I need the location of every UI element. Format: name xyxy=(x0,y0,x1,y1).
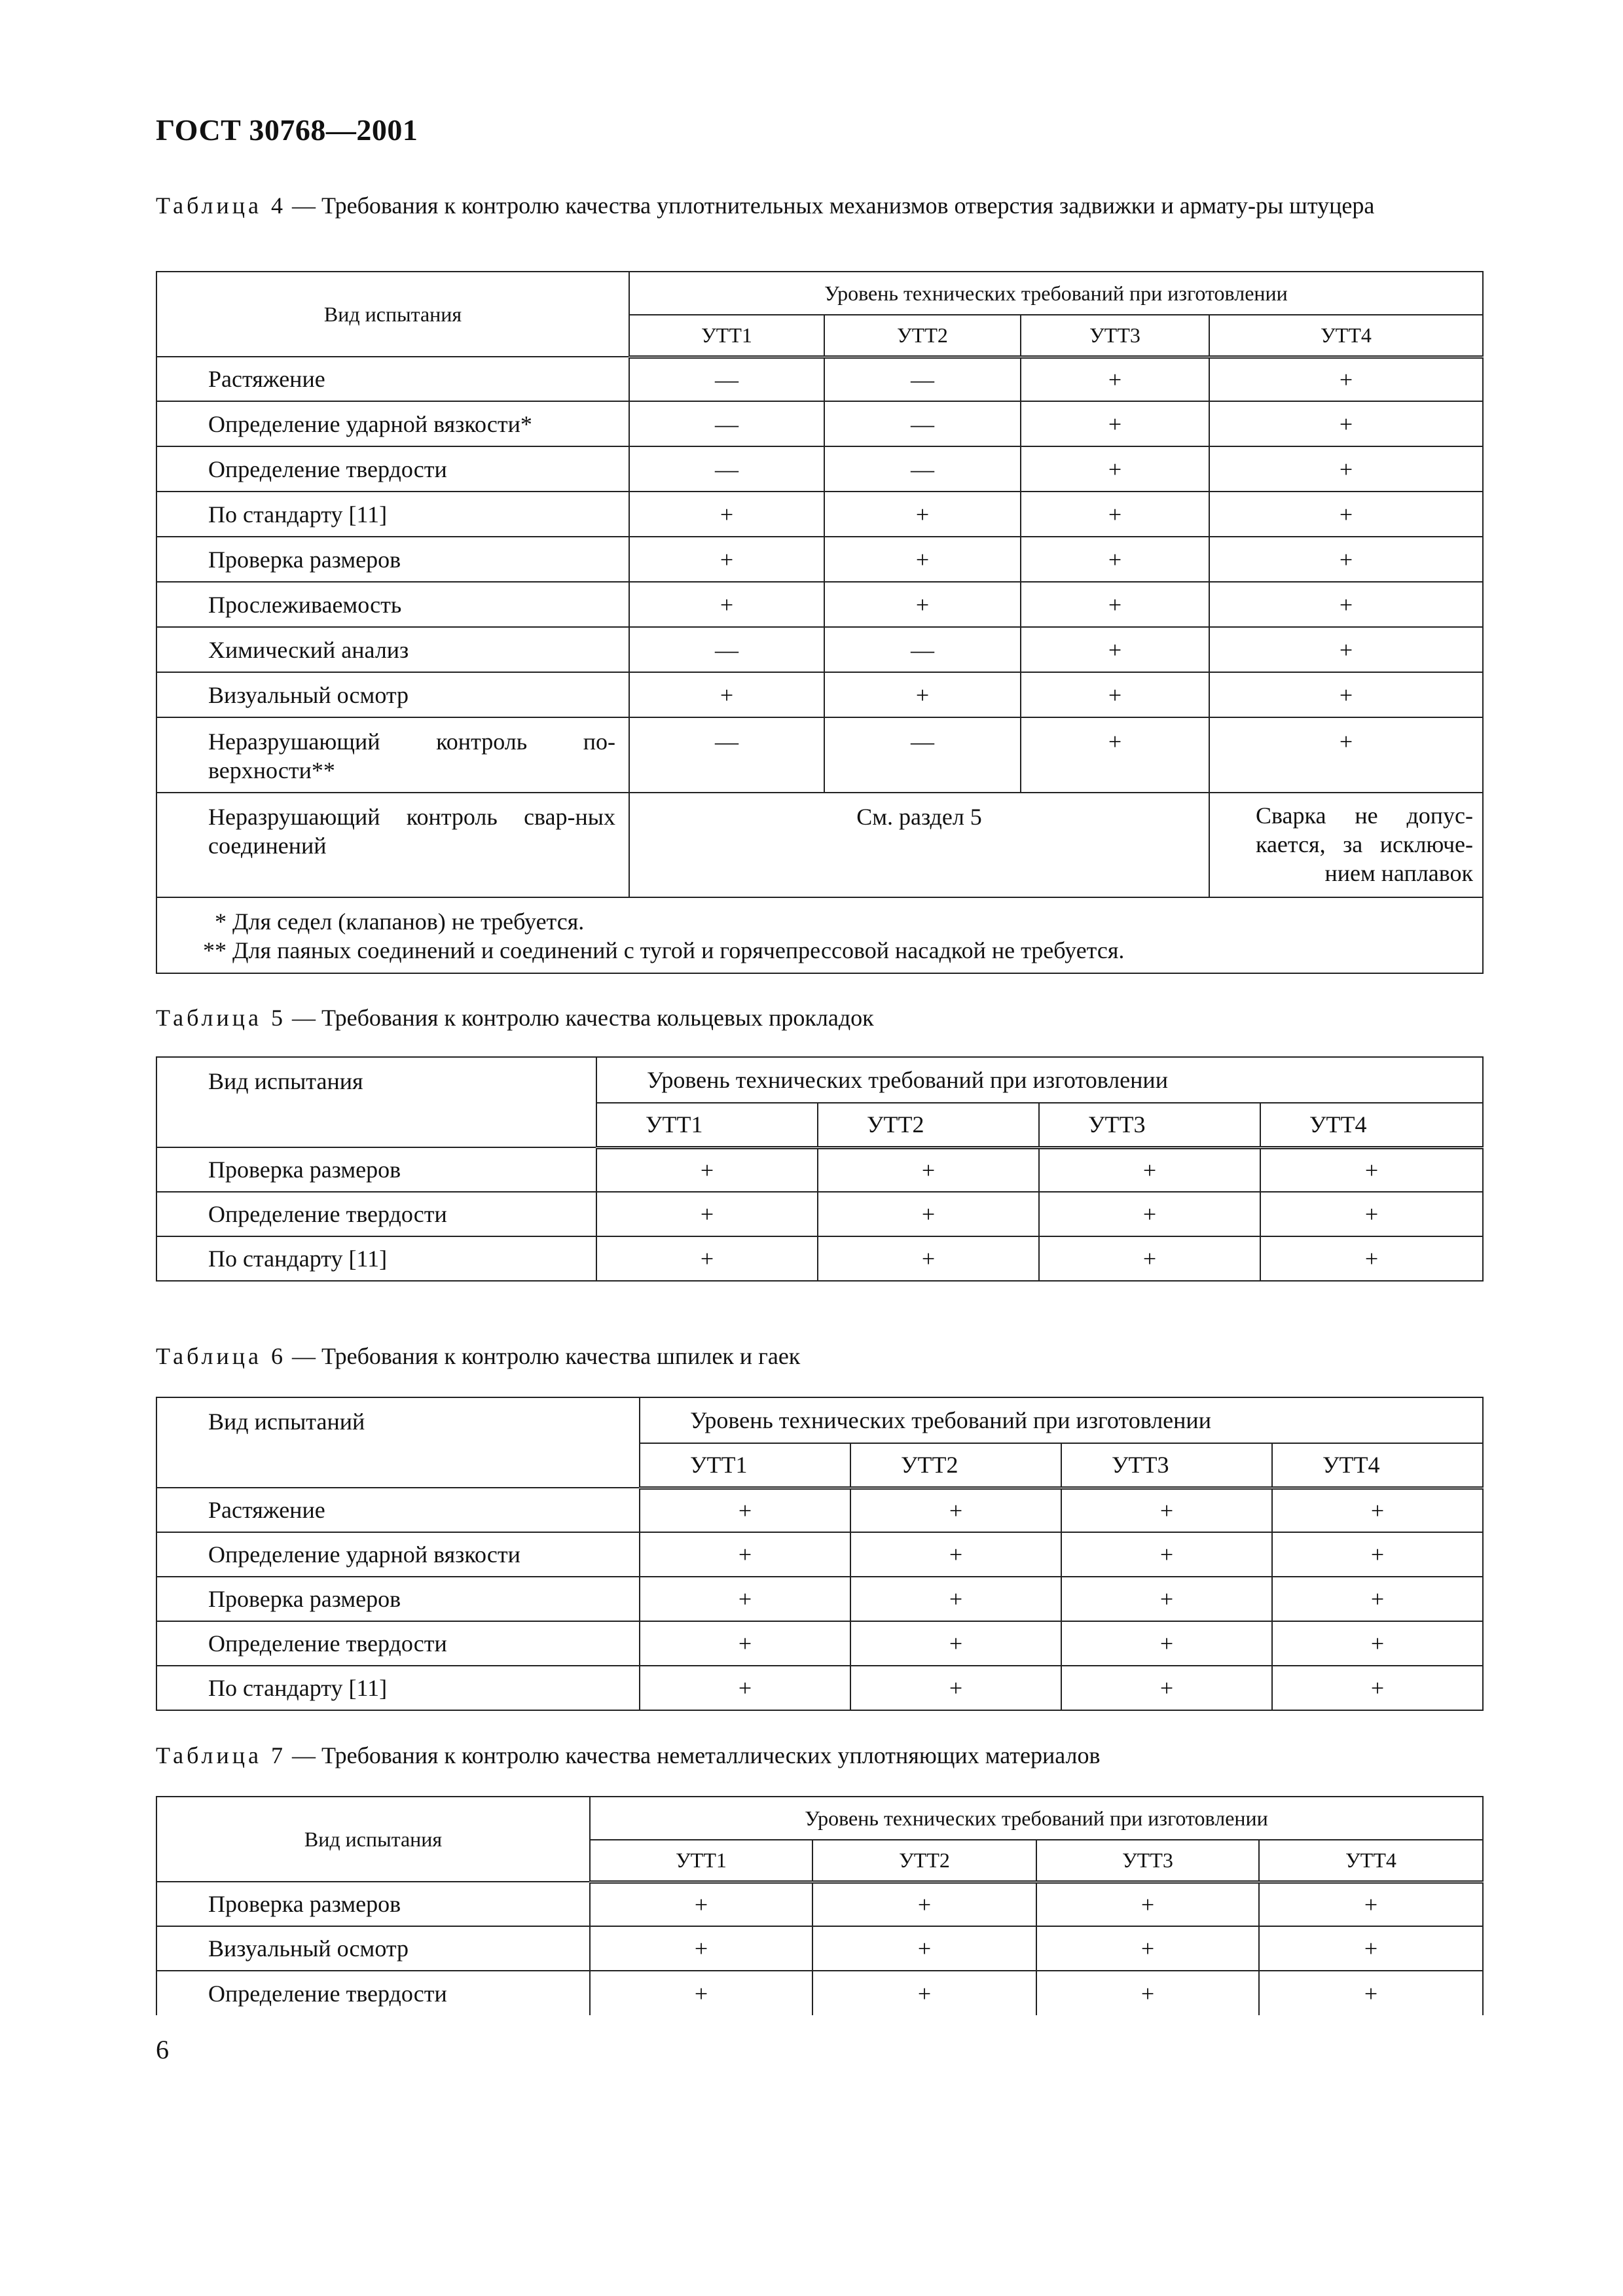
cell-value: + xyxy=(590,1926,812,1971)
table7-level: УТТ3 xyxy=(1036,1840,1259,1882)
cell-value: — xyxy=(824,446,1021,492)
cell-value: + xyxy=(1209,357,1483,401)
cell-value: + xyxy=(1259,1882,1483,1926)
table-row xyxy=(156,1532,1483,1577)
cell-value: + xyxy=(1209,627,1483,672)
table4-col-test: Вид испытания xyxy=(156,272,629,357)
cell-value: + xyxy=(1272,1621,1483,1666)
table4-caption-text: — Требования к контролю качества уплотнительных механизмов отверстия задвижки и армату-ры штуцера xyxy=(285,192,1375,219)
cell-value: — xyxy=(824,401,1021,446)
table-row xyxy=(156,1666,1483,1710)
row-label: По стандарту [11] xyxy=(156,1666,640,1710)
table5-level: УТТ4 xyxy=(1260,1103,1483,1147)
cell-value: + xyxy=(629,582,824,627)
table4-level: УТТ4 xyxy=(1209,315,1483,357)
cell-value: + xyxy=(1209,537,1483,582)
cell-value: + xyxy=(640,1532,850,1577)
cell-value: + xyxy=(1260,1192,1483,1236)
table6-col-test: Вид испытаний xyxy=(156,1397,640,1488)
cell-value: + xyxy=(1209,401,1483,446)
cell-value: + xyxy=(640,1666,850,1710)
table5-level: УТТ3 xyxy=(1039,1103,1260,1147)
table7 xyxy=(156,1796,1484,2015)
table-row xyxy=(156,446,1483,492)
cell-value: + xyxy=(850,1621,1061,1666)
row-label: По стандарту [11] xyxy=(156,492,629,537)
row-label: Определение твердости xyxy=(156,1192,596,1236)
cell-value: + xyxy=(1021,401,1209,446)
cell-value: + xyxy=(1061,1488,1272,1532)
document-code: ГОСТ 30768—2001 xyxy=(156,113,418,147)
row-label: Визуальный осмотр xyxy=(156,672,629,717)
cell-value: + xyxy=(1259,1926,1483,1971)
cell-value: + xyxy=(629,537,824,582)
row-label: Определение твердости xyxy=(156,1621,640,1666)
cell-value: + xyxy=(1039,1147,1260,1192)
table4-caption-prefix: Таблица 4 xyxy=(156,192,286,219)
table5-caption xyxy=(156,1003,1482,1032)
cell-value: + xyxy=(629,492,824,537)
cell-value: + xyxy=(850,1488,1061,1532)
row-label: Определение твердости xyxy=(156,446,629,492)
table-row xyxy=(156,1147,1483,1192)
table6-level: УТТ4 xyxy=(1272,1443,1483,1488)
table-row xyxy=(156,1577,1483,1621)
cell-value: + xyxy=(812,1926,1036,1971)
row-label: Химический анализ xyxy=(156,627,629,672)
cell-value: + xyxy=(824,492,1021,537)
table-row xyxy=(156,1621,1483,1666)
table7-level: УТТ4 xyxy=(1259,1840,1483,1882)
table5-col-test: Вид испытания xyxy=(156,1057,596,1147)
row-label: Растяжение xyxy=(156,1488,640,1532)
cell-value: + xyxy=(1209,672,1483,717)
cell-value: + xyxy=(1061,1621,1272,1666)
table6-level: УТТ3 xyxy=(1061,1443,1272,1488)
row-label: Растяжение xyxy=(156,357,629,401)
table4-level: УТТ2 xyxy=(824,315,1021,357)
cell-value: + xyxy=(1021,492,1209,537)
cell-value: + xyxy=(629,672,824,717)
table-row xyxy=(156,401,1483,446)
table6-level: УТТ2 xyxy=(850,1443,1061,1488)
cell-value: + xyxy=(1021,537,1209,582)
row-label: Определение твердости xyxy=(156,1971,590,2015)
table7-level: УТТ1 xyxy=(590,1840,812,1882)
cell-value: + xyxy=(1209,717,1483,793)
cell-value: — xyxy=(824,357,1021,401)
table-row xyxy=(156,793,1483,897)
row-label: Визуальный осмотр xyxy=(156,1926,590,1971)
cell-value: + xyxy=(812,1882,1036,1926)
page-number: 6 xyxy=(156,2035,169,2064)
cell-value: + xyxy=(1021,717,1209,793)
cell-value: + xyxy=(1039,1192,1260,1236)
cell-value: + xyxy=(590,1882,812,1926)
table-row xyxy=(156,357,1483,401)
cell-value: + xyxy=(596,1147,818,1192)
table5-caption-prefix: Таблица 5 xyxy=(156,1005,286,1031)
cell-value: + xyxy=(1259,1971,1483,2015)
cell-value: + xyxy=(640,1488,850,1532)
cell-value: + xyxy=(1272,1577,1483,1621)
cell-value: + xyxy=(596,1236,818,1281)
cell-value: + xyxy=(824,672,1021,717)
footnote: ** Для паяных соединений и соединений с тугой и горячепрессовой насадкой не требуется. xyxy=(203,937,1125,963)
cell-value: — xyxy=(824,627,1021,672)
table5-level: УТТ2 xyxy=(818,1103,1039,1147)
row-label: Проверка размеров xyxy=(156,1577,640,1621)
cell-value: + xyxy=(1036,1926,1259,1971)
table4 xyxy=(156,271,1484,974)
table5-level: УТТ1 xyxy=(596,1103,818,1147)
cell-value: + xyxy=(818,1236,1039,1281)
row-label: Неразрушающий контроль свар-ных соединений xyxy=(156,793,629,897)
cell-value: + xyxy=(1021,627,1209,672)
table5-col-level: Уровень технических требований при изготовлении xyxy=(596,1057,1483,1103)
cell-value: + xyxy=(812,1971,1036,2015)
table4-level: УТТ1 xyxy=(629,315,824,357)
row-label: Определение ударной вязкости xyxy=(156,1532,640,1577)
row-label: Определение ударной вязкости* xyxy=(156,401,629,446)
cell-value: + xyxy=(1260,1147,1483,1192)
table7-caption xyxy=(156,1741,1482,1770)
cell-merged: См. раздел 5 xyxy=(629,793,1209,897)
row-label: Проверка размеров xyxy=(156,537,629,582)
row-label: Прослеживаемость xyxy=(156,582,629,627)
table6-level: УТТ1 xyxy=(640,1443,850,1488)
table4-level: УТТ3 xyxy=(1021,315,1209,357)
table7-col-level: Уровень технических требований при изготовлении xyxy=(590,1797,1483,1840)
table7-caption-prefix: Таблица 7 xyxy=(156,1742,286,1768)
cell-value: + xyxy=(640,1577,850,1621)
cell-value: + xyxy=(1209,582,1483,627)
table4-footnotes xyxy=(156,897,1483,973)
table-row xyxy=(156,582,1483,627)
table7-col-test: Вид испытания xyxy=(156,1797,590,1882)
table-row xyxy=(156,537,1483,582)
cell-value: — xyxy=(629,357,824,401)
cell-value: + xyxy=(1039,1236,1260,1281)
row-label: По стандарту [11] xyxy=(156,1236,596,1281)
cell-value: + xyxy=(850,1532,1061,1577)
table-row xyxy=(156,672,1483,717)
table6-caption xyxy=(156,1342,1482,1371)
footnote: * Для седел (клапанов) не требуется. xyxy=(215,908,585,935)
cell-value: + xyxy=(1021,582,1209,627)
cell-value: + xyxy=(596,1192,818,1236)
table7-level: УТТ2 xyxy=(812,1840,1036,1882)
cell-value: + xyxy=(1061,1577,1272,1621)
table6 xyxy=(156,1397,1484,1711)
cell-value: + xyxy=(818,1192,1039,1236)
cell-value: + xyxy=(1021,357,1209,401)
row-label: Проверка размеров xyxy=(156,1147,596,1192)
cell-value: + xyxy=(1272,1666,1483,1710)
cell-value: + xyxy=(1209,492,1483,537)
cell-value: + xyxy=(590,1971,812,2015)
cell-value: — xyxy=(824,717,1021,793)
cell-value: + xyxy=(1036,1882,1259,1926)
row-label: Неразрушающий контроль по-верхности** xyxy=(156,717,629,793)
cell-value: + xyxy=(640,1621,850,1666)
table5-caption-text: — Требования к контролю качества кольцевых прокладок xyxy=(285,1005,874,1031)
cell-value: + xyxy=(1260,1236,1483,1281)
cell-value: + xyxy=(818,1147,1039,1192)
cell-value: + xyxy=(1272,1488,1483,1532)
cell-value: + xyxy=(1272,1532,1483,1577)
table-row xyxy=(156,492,1483,537)
table-row xyxy=(156,1488,1483,1532)
cell-value: — xyxy=(629,401,824,446)
table5 xyxy=(156,1056,1484,1282)
cell-note: Сварка не допус-кается, за исключе-нием наплавок xyxy=(1209,793,1483,897)
table-row xyxy=(156,1882,1483,1926)
cell-value: — xyxy=(629,627,824,672)
table-row xyxy=(156,1236,1483,1281)
cell-value: — xyxy=(629,446,824,492)
cell-value: + xyxy=(1021,446,1209,492)
table4-caption xyxy=(156,191,1482,220)
cell-value: + xyxy=(1021,672,1209,717)
cell-value: + xyxy=(1036,1971,1259,2015)
table6-caption-prefix: Таблица 6 xyxy=(156,1343,286,1369)
table-row xyxy=(156,627,1483,672)
cell-value: + xyxy=(824,582,1021,627)
cell-value: — xyxy=(629,717,824,793)
table-row xyxy=(156,1192,1483,1236)
cell-value: + xyxy=(1061,1532,1272,1577)
table7-caption-text: — Требования к контролю качества неметаллических уплотняющих материалов xyxy=(285,1742,1101,1768)
table-row xyxy=(156,717,1483,793)
table-row xyxy=(156,1926,1483,1971)
row-label: Проверка размеров xyxy=(156,1882,590,1926)
table6-col-level: Уровень технических требований при изготовлении xyxy=(640,1397,1483,1443)
table4-col-level: Уровень технических требований при изготовлении xyxy=(629,272,1483,315)
cell-value: + xyxy=(1061,1666,1272,1710)
table-row xyxy=(156,1971,1483,2015)
table6-caption-text: — Требования к контролю качества шпилек и гаек xyxy=(285,1343,801,1369)
cell-value: + xyxy=(1209,446,1483,492)
cell-value: + xyxy=(850,1666,1061,1710)
cell-value: + xyxy=(850,1577,1061,1621)
cell-value: + xyxy=(824,537,1021,582)
